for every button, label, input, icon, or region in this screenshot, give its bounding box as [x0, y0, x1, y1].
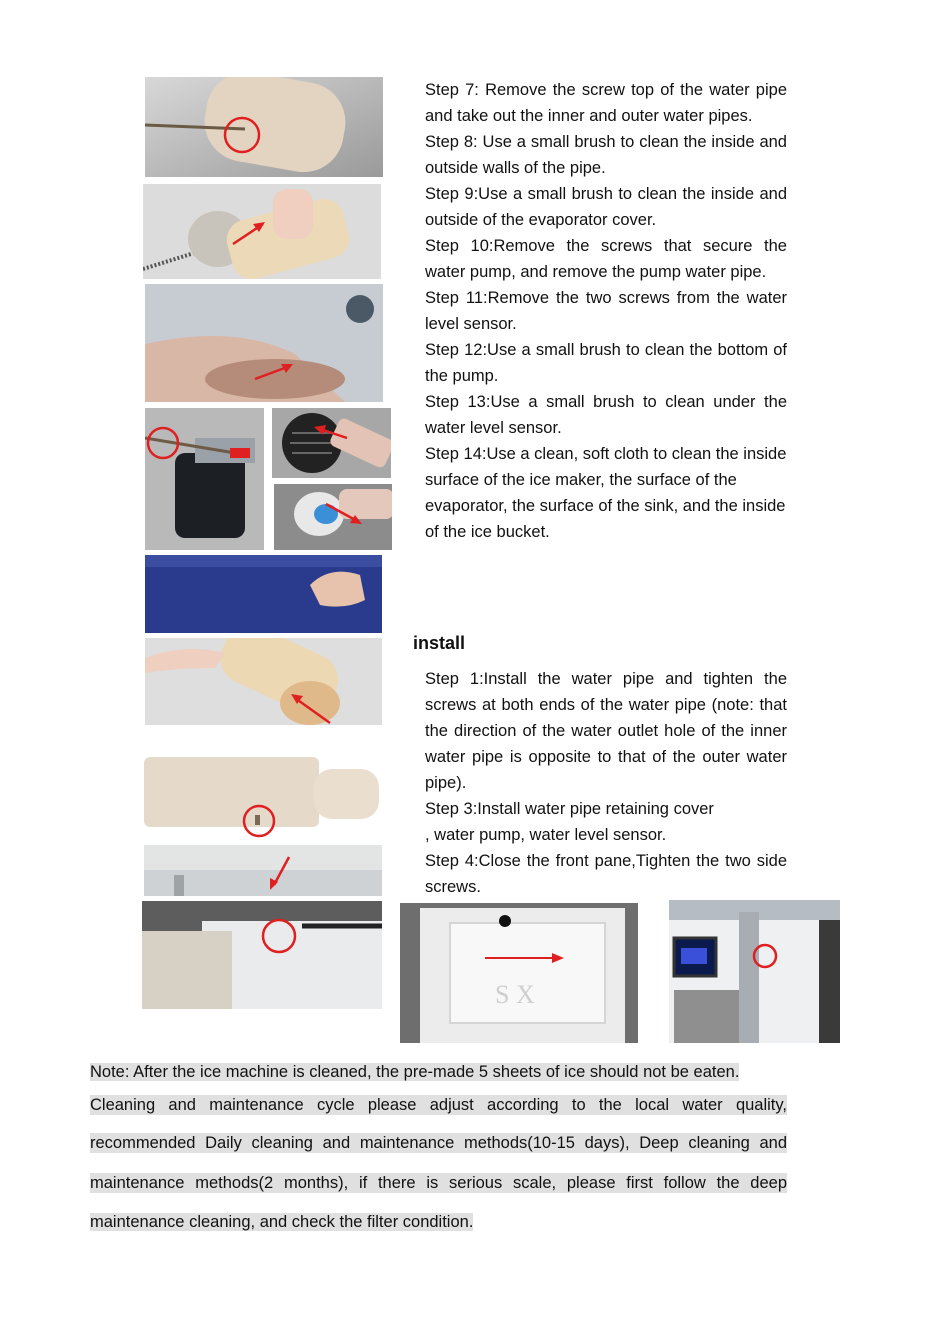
- note-line-2: [90, 1095, 787, 1115]
- install-step-3-cont: , water pump, water level sensor.: [425, 826, 667, 844]
- photo-bracket-screw: [142, 901, 382, 1009]
- photo-brush-pipe: [143, 184, 381, 279]
- step-12: Step 12:Use a small brush to clean the bottom of the pump.: [425, 341, 787, 385]
- photo-water-pump: [145, 408, 264, 550]
- note-line-1: [90, 1062, 787, 1082]
- photo-level-sensor: [274, 484, 392, 550]
- photo-pump-bottom: [272, 408, 391, 478]
- photo-pipe-assembled: [144, 749, 382, 839]
- note-text: maintenance methods(2 months), if there is serious scale, please first follow the deep: [90, 1174, 787, 1192]
- step-14: Step 14:Use a clean, soft cloth to clean the inside surface of the ice maker, the surface of the evaporator, the surface of the sink, and the inside of the ice bucket.: [425, 445, 787, 541]
- note-text: Note: After the ice machine is cleaned, the pre-made 5 sheets of ice should not be eaten.: [90, 1063, 740, 1081]
- step-10: Step 10:Remove the screws that secure the water pump, and remove the pump water pipe.: [425, 237, 787, 281]
- photo-front-panel: [400, 903, 638, 1043]
- panel-letters: S X: [495, 980, 535, 1009]
- install-step-3: Step 3:Install water pipe retaining cover: [425, 800, 714, 818]
- note-line-5: [90, 1212, 787, 1232]
- install-step-1: Step 1:Install the water pipe and tighten the screws at both ends of the water pipe (note: that the direction of the water outlet hole of the inner water pipe is opposite to that of the outer water pipe).: [425, 670, 787, 792]
- photo-evaporator-cover: [145, 284, 383, 402]
- photo-ice-maker-interior: [145, 555, 382, 633]
- photo-side-screws: [669, 900, 840, 1043]
- note-line-4: [90, 1173, 787, 1193]
- install-steps: [425, 666, 787, 900]
- note-text: Cleaning and maintenance cycle please adjust according to the local water quality,: [90, 1096, 787, 1114]
- step-8: Step 8: Use a small brush to clean the inside and outside walls of the pipe.: [425, 133, 787, 177]
- step-9: Step 9:Use a small brush to clean the inside and outside of the evaporator cover.: [425, 185, 787, 229]
- install-step-4: Step 4:Close the front pane,Tighten the two side screws.: [425, 852, 787, 896]
- note-text: recommended Daily cleaning and maintenance methods(10-15 days), Deep cleaning and: [90, 1134, 787, 1152]
- note-text: maintenance cleaning, and check the filter condition.: [90, 1213, 474, 1231]
- photo-retaining-cover: [144, 845, 382, 896]
- install-heading: install: [413, 633, 466, 653]
- cleaning-steps: [425, 77, 787, 545]
- photo-install-pipe: [145, 638, 382, 725]
- step-13: Step 13:Use a small brush to clean under the water level sensor.: [425, 393, 787, 437]
- note-line-3: [90, 1133, 787, 1153]
- step-11: Step 11:Remove the two screws from the water level sensor.: [425, 289, 787, 333]
- step-7: Step 7: Remove the screw top of the water pipe and take out the inner and outer water pipes.: [425, 81, 787, 125]
- photo-pipe-screw: [145, 77, 383, 177]
